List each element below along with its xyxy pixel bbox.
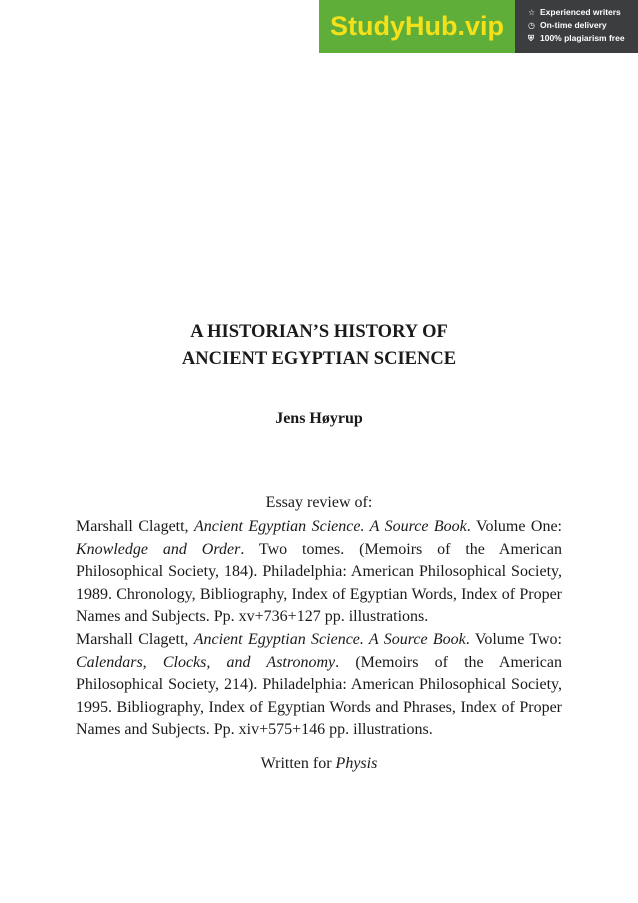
entry-volume-title: Knowledge and Order [76, 540, 241, 558]
entry-book-title: Ancient Egyptian Science. A Source Book [193, 631, 466, 648]
entry-book-title: Ancient Egyptian Science. A Source Book [194, 518, 467, 535]
banner-features [515, 0, 638, 53]
entry-volume-prefix: . Volume One: [466, 518, 562, 535]
title-line-1: A HISTORIAN’S HISTORY OF [190, 322, 448, 342]
banner-feature-delivery [528, 19, 638, 32]
review-entry-1 [76, 516, 562, 629]
banner-feature-writers [528, 6, 638, 19]
written-for-prefix: Written for [260, 755, 336, 772]
entry-author: Marshall Clagett, [76, 518, 195, 535]
studyhub-banner[interactable] [319, 0, 638, 53]
studyhub-logo[interactable]: StudyHub.vip [319, 0, 515, 53]
entry-details: . Two tomes. (Memoirs of the American Philosophical Society, 184). Philadelphia: American Philosophical Society, 1989. Chronology, Bibliography, Index of Egyptian Words, Index of Proper Names and Subjects. Pp. xv+736+127 pp. illustrations. [76, 540, 563, 626]
shield-icon: ⛨ [528, 34, 534, 43]
written-for-line [0, 755, 638, 773]
banner-feature-label: On-time delivery [540, 20, 607, 30]
title-line-2: ANCIENT EGYPTIAN SCIENCE [181, 349, 457, 369]
review-entry-2 [76, 629, 562, 742]
star-icon: ☆ [528, 8, 536, 17]
document-title [0, 319, 638, 373]
clock-icon: ◷ [528, 21, 535, 30]
document-author: Jens Høyrup [275, 410, 363, 427]
entry-author: Marshall Clagett, [76, 631, 194, 648]
entry-volume-title: Calendars, Clocks, and Astronomy [76, 653, 336, 671]
entry-details: . (Memoirs of the American Philosophical Society, 214). Philadelphia: American Philosophical Society, 1995. Bibliography, Index of Egyptian Words and Phrases, Index of Proper Names and Subjects. Pp. xiv+575+146 pp. illustrations. [76, 653, 563, 739]
banner-feature-label: Experienced writers [540, 7, 621, 17]
essay-review-label: Essay review of: [265, 494, 373, 511]
entry-volume-prefix: . Volume Two: [465, 631, 562, 648]
journal-name: Physis [335, 755, 378, 772]
banner-feature-plagiarism [528, 32, 638, 45]
banner-feature-label: 100% plagiarism free [540, 33, 625, 43]
